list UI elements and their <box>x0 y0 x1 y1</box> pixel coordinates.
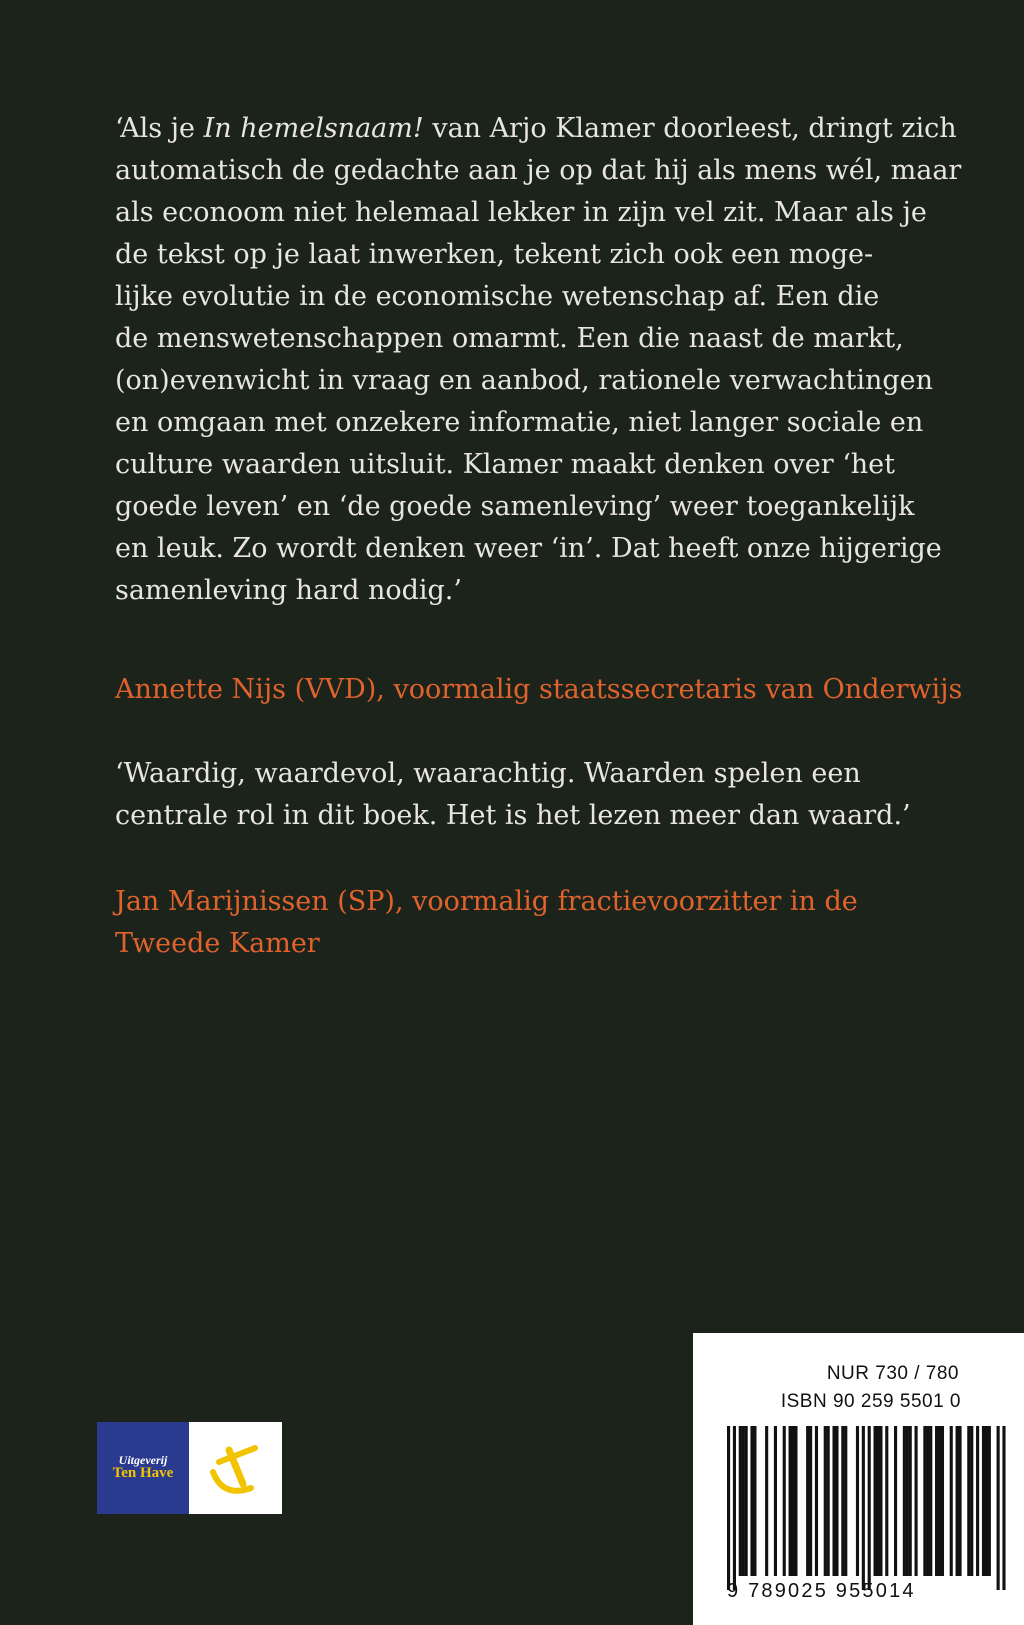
publisher-logo <box>97 1422 282 1514</box>
barcode-bar <box>967 1426 970 1576</box>
quote-1-line-1: ‘Als je In hemelsnaam! van Arjo Klamer doorleest, dringt zich <box>115 113 957 144</box>
barcode-bar <box>791 1426 794 1576</box>
barcode-bar <box>862 1426 865 1590</box>
barcode-bar <box>841 1426 844 1576</box>
quote-2-line: centrale rol in dit boek. Het is het lezen meer dan waard.’ <box>115 800 911 831</box>
barcode-bar <box>868 1426 871 1590</box>
barcode-bar <box>988 1426 991 1576</box>
barcode-bar <box>856 1426 859 1576</box>
barcode-bar <box>923 1426 926 1576</box>
barcode-bar <box>806 1426 809 1576</box>
barcode-bar <box>929 1426 932 1576</box>
quote-1-line: als econoom niet helemaal lekker in zijn vel zit. Maar als je <box>115 197 927 228</box>
isbn-code: ISBN 90 259 5501 0 <box>780 1391 961 1412</box>
barcode-bar <box>903 1426 906 1576</box>
book-title: In hemelsnaam! <box>203 113 424 144</box>
barcode-bar <box>876 1426 879 1576</box>
quote-1-line: goede leven’ en ‘de goede samenleving’ weer toegankelijk <box>115 491 915 522</box>
barcode-bar <box>774 1426 777 1576</box>
barcode-bar <box>783 1426 786 1576</box>
barcode-bar <box>935 1426 938 1576</box>
barcode-bar <box>985 1426 988 1576</box>
barcode-bar <box>742 1426 745 1576</box>
barcode-bar <box>909 1426 912 1576</box>
barcode-bar <box>970 1426 973 1576</box>
quote-1-line: en omgaan met onzekere informatie, niet langer sociale en <box>115 407 924 438</box>
publisher-name: Ten Have <box>112 1465 174 1482</box>
attribution-2 <box>115 881 935 965</box>
barcode-bar <box>941 1426 944 1576</box>
barcode-bar <box>844 1426 847 1576</box>
barcode-bar <box>809 1426 812 1576</box>
barcode-bar <box>815 1426 818 1576</box>
barcode-bar <box>885 1426 888 1576</box>
quote-2 <box>115 753 915 837</box>
barcode-digits: 9 789025 955014 <box>727 1580 916 1602</box>
quote-1-line: lijke evolutie in de economische wetenschap af. Een die <box>115 281 880 312</box>
quote-1-line: en leuk. Zo wordt denken weer ‘in’. Dat heeft onze hijgerige <box>115 533 942 564</box>
barcode-bar <box>997 1426 1000 1590</box>
barcode-bar <box>958 1426 961 1576</box>
barcode-bar <box>835 1426 838 1576</box>
barcode-bar <box>976 1426 979 1576</box>
barcode-bar <box>915 1426 918 1576</box>
quote-1-line: de menswetenschappen omarmt. Een die naast de markt, <box>115 323 904 354</box>
publisher-name-block <box>97 1422 189 1514</box>
barcode-bar <box>982 1426 985 1576</box>
barcode-bar <box>894 1426 897 1576</box>
ten-have-h-logo-icon <box>189 1422 282 1514</box>
attribution-2-line: Tweede Kamer <box>115 928 320 959</box>
quote-1-line: samenleving hard nodig.’ <box>115 575 462 606</box>
nur-code: NUR 730 / 780 <box>826 1363 959 1384</box>
quote-1-line: (on)evenwicht in vraag en aanbod, rationele verwachtingen <box>115 365 934 396</box>
barcode-bar <box>926 1426 929 1576</box>
barcode-bar <box>745 1426 748 1576</box>
quote-1-line: de tekst op je laat inwerken, tekent zich ook een moge- <box>115 239 874 270</box>
barcode-bar <box>824 1426 827 1576</box>
barcode-bar <box>956 1426 959 1576</box>
attribution-2-line: Jan Marijnissen (SP), voormalig fractievoorzitter in de <box>115 886 858 917</box>
barcode-panel <box>693 1333 1024 1625</box>
barcode-bar <box>753 1426 756 1576</box>
barcode-bar <box>789 1426 792 1576</box>
barcode-bar <box>938 1426 941 1576</box>
barcode-bar <box>950 1426 953 1576</box>
quote-2-line: ‘Waardig, waardevol, waarachtig. Waarden spelen een <box>115 758 861 789</box>
quote-1-line: culture waarden uitsluit. Klamer maakt denken over ‘het <box>115 449 896 480</box>
barcode-bar <box>733 1426 736 1590</box>
barcode-bar <box>827 1426 830 1576</box>
barcode-bar <box>727 1426 730 1590</box>
barcode-bar <box>832 1426 835 1576</box>
barcode-bar <box>1002 1426 1005 1590</box>
barcode-bar <box>739 1426 742 1576</box>
publisher-label: Uitgeverij <box>118 1452 168 1467</box>
quote-1 <box>115 108 962 612</box>
barcode-bar <box>765 1426 768 1576</box>
barcode-bar <box>750 1426 753 1576</box>
barcode-bar <box>879 1426 882 1576</box>
quote-1-line: automatisch de gedachte aan je op dat hij als mens wél, maar <box>115 155 962 186</box>
barcode-bar <box>906 1426 909 1576</box>
barcode-bar <box>794 1426 797 1576</box>
barcode-bar <box>874 1426 877 1576</box>
attribution-1: Annette Nijs (VVD), voormalig staatssecretaris van Onderwijs <box>115 674 963 705</box>
